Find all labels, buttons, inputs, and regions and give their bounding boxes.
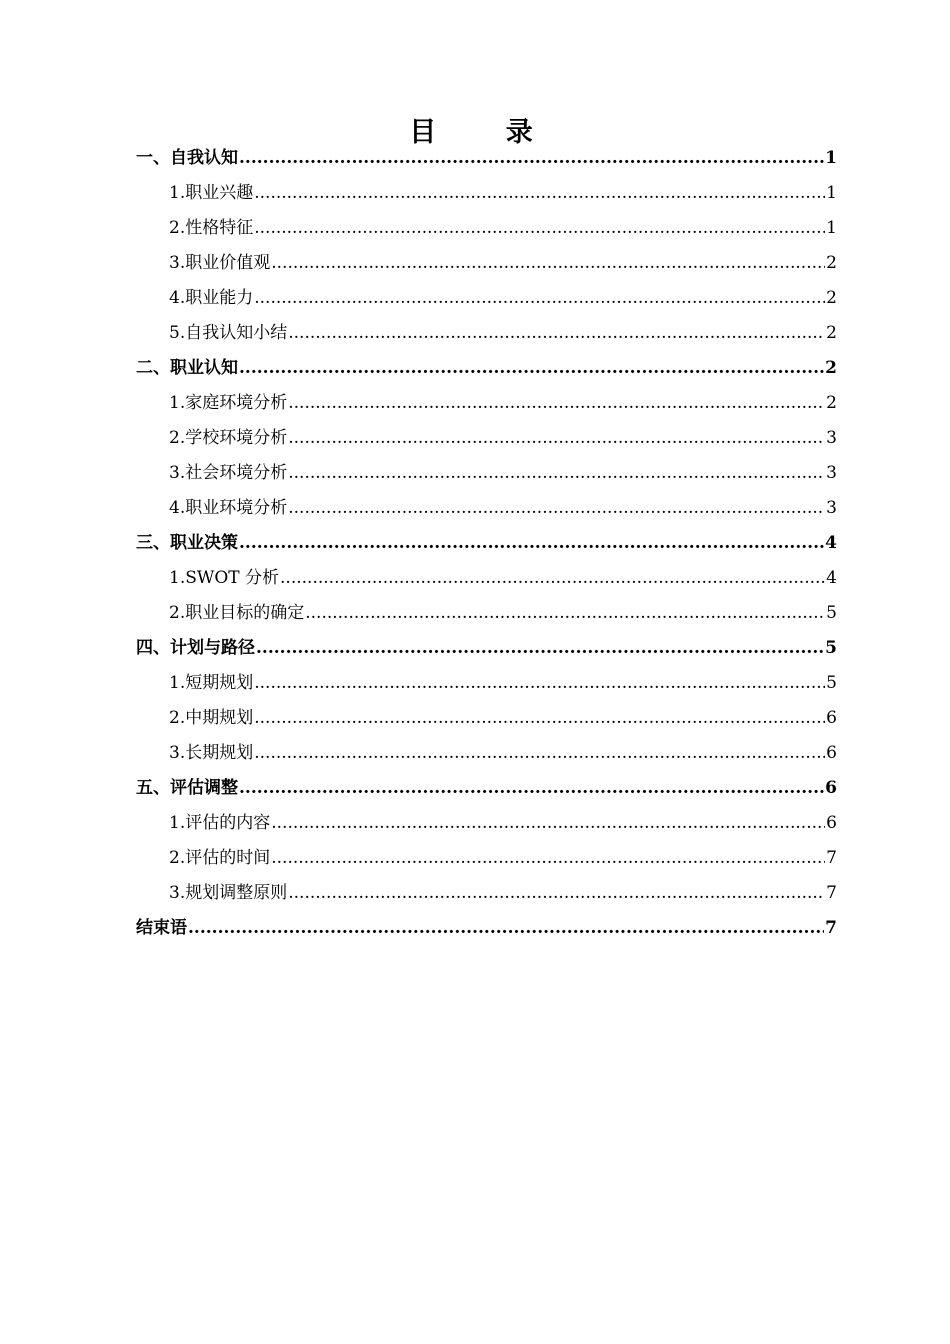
toc-dot-leader — [254, 701, 825, 736]
toc-entry-title: 2.中期规划 — [169, 708, 254, 728]
toc-page-number: 5 — [825, 638, 837, 658]
toc-section-entry[interactable] — [136, 386, 837, 421]
toc-entry-title: 1.评估的内容 — [169, 813, 271, 833]
toc-entry-title: 四、计划与路径 — [136, 638, 255, 658]
toc-page-number: 1 — [825, 148, 837, 168]
toc-section-entry[interactable] — [136, 666, 837, 701]
toc-section-entry[interactable] — [136, 211, 837, 246]
toc-dot-leader — [254, 281, 825, 316]
toc-entry-title: 2.学校环境分析 — [169, 428, 288, 448]
toc-dot-leader — [188, 911, 824, 946]
toc-page-number: 2 — [826, 323, 837, 343]
toc-dot-leader — [239, 141, 824, 176]
toc-entry-title: 1.家庭环境分析 — [169, 393, 288, 413]
toc-dot-leader — [288, 456, 825, 491]
toc-dot-leader — [288, 316, 825, 351]
toc-page-number: 2 — [826, 253, 837, 273]
toc-section-entry[interactable] — [136, 806, 837, 841]
toc-dot-leader — [254, 736, 825, 771]
toc-section-entry[interactable] — [136, 176, 837, 211]
toc-chapter-entry[interactable] — [136, 771, 837, 806]
toc-page-number: 1 — [826, 183, 837, 203]
toc-entry-title: 一、自我认知 — [136, 148, 238, 168]
toc-page-number: 7 — [825, 918, 837, 938]
toc-page-number: 4 — [825, 533, 837, 553]
toc-page-number: 3 — [826, 428, 837, 448]
toc-dot-leader — [288, 386, 825, 421]
toc-entry-title: 二、职业认知 — [136, 358, 238, 378]
toc-page-number: 2 — [825, 358, 837, 378]
table-of-contents — [136, 141, 837, 946]
toc-dot-leader — [288, 876, 825, 911]
toc-dot-leader — [271, 841, 825, 876]
toc-entry-title: 4.职业能力 — [169, 288, 254, 308]
toc-entry-title: 2.性格特征 — [169, 218, 254, 238]
toc-entry-title: 结束语 — [136, 918, 187, 938]
toc-page-number: 5 — [826, 603, 837, 623]
toc-section-entry[interactable] — [136, 316, 837, 351]
toc-section-entry[interactable] — [136, 281, 837, 316]
toc-page-number: 1 — [826, 218, 837, 238]
toc-page-number: 5 — [826, 673, 837, 693]
toc-section-entry[interactable] — [136, 561, 837, 596]
toc-dot-leader — [254, 211, 825, 246]
toc-entry-title: 2.评估的时间 — [169, 848, 271, 868]
toc-dot-leader — [239, 526, 824, 561]
toc-dot-leader — [256, 631, 824, 666]
toc-page-number: 6 — [826, 708, 837, 728]
toc-entry-title: 1.短期规划 — [169, 673, 254, 693]
toc-entry-title: 五、评估调整 — [136, 778, 238, 798]
toc-entry-title: 1.职业兴趣 — [169, 183, 254, 203]
toc-page-number: 6 — [825, 778, 837, 798]
toc-dot-leader — [271, 246, 825, 281]
toc-page-number: 7 — [826, 848, 837, 868]
toc-dot-leader — [280, 561, 825, 596]
toc-dot-leader — [254, 176, 825, 211]
toc-chapter-entry[interactable] — [136, 911, 837, 946]
toc-title: 目 录 — [409, 117, 563, 148]
toc-dot-leader — [288, 421, 825, 456]
toc-entry-title: 4.职业环境分析 — [169, 498, 288, 518]
toc-entry-title: 3.社会环境分析 — [169, 463, 288, 483]
toc-page-number: 3 — [826, 498, 837, 518]
toc-chapter-entry[interactable] — [136, 526, 837, 561]
toc-page-number: 3 — [826, 463, 837, 483]
toc-section-entry[interactable] — [136, 421, 837, 456]
toc-section-entry[interactable] — [136, 701, 837, 736]
toc-entry-title: 3.规划调整原则 — [169, 883, 288, 903]
toc-entry-title: 3.长期规划 — [169, 743, 254, 763]
toc-dot-leader — [271, 806, 825, 841]
toc-dot-leader — [239, 771, 824, 806]
toc-section-entry[interactable] — [136, 841, 837, 876]
toc-chapter-entry[interactable] — [136, 631, 837, 666]
toc-page-number: 6 — [826, 743, 837, 763]
toc-page-number: 7 — [826, 883, 837, 903]
toc-entry-title: 3.职业价值观 — [169, 253, 271, 273]
toc-chapter-entry[interactable] — [136, 351, 837, 386]
toc-section-entry[interactable] — [136, 596, 837, 631]
toc-dot-leader — [288, 491, 825, 526]
toc-page-number: 2 — [826, 393, 837, 413]
toc-dot-leader — [305, 596, 825, 631]
toc-section-entry[interactable] — [136, 736, 837, 771]
toc-section-entry[interactable] — [136, 246, 837, 281]
toc-page-number: 6 — [826, 813, 837, 833]
toc-page-number: 2 — [826, 288, 837, 308]
toc-section-entry[interactable] — [136, 876, 837, 911]
toc-section-entry[interactable] — [136, 456, 837, 491]
toc-entry-title: 5.自我认知小结 — [169, 323, 288, 343]
toc-entry-title: 1.SWOT 分析 — [169, 568, 280, 588]
toc-entry-title: 2.职业目标的确定 — [169, 603, 305, 623]
toc-page-number: 4 — [826, 568, 837, 588]
toc-entry-title: 三、职业决策 — [136, 533, 238, 553]
toc-chapter-entry[interactable] — [136, 141, 837, 176]
toc-dot-leader — [254, 666, 825, 701]
toc-section-entry[interactable] — [136, 491, 837, 526]
toc-dot-leader — [239, 351, 824, 386]
